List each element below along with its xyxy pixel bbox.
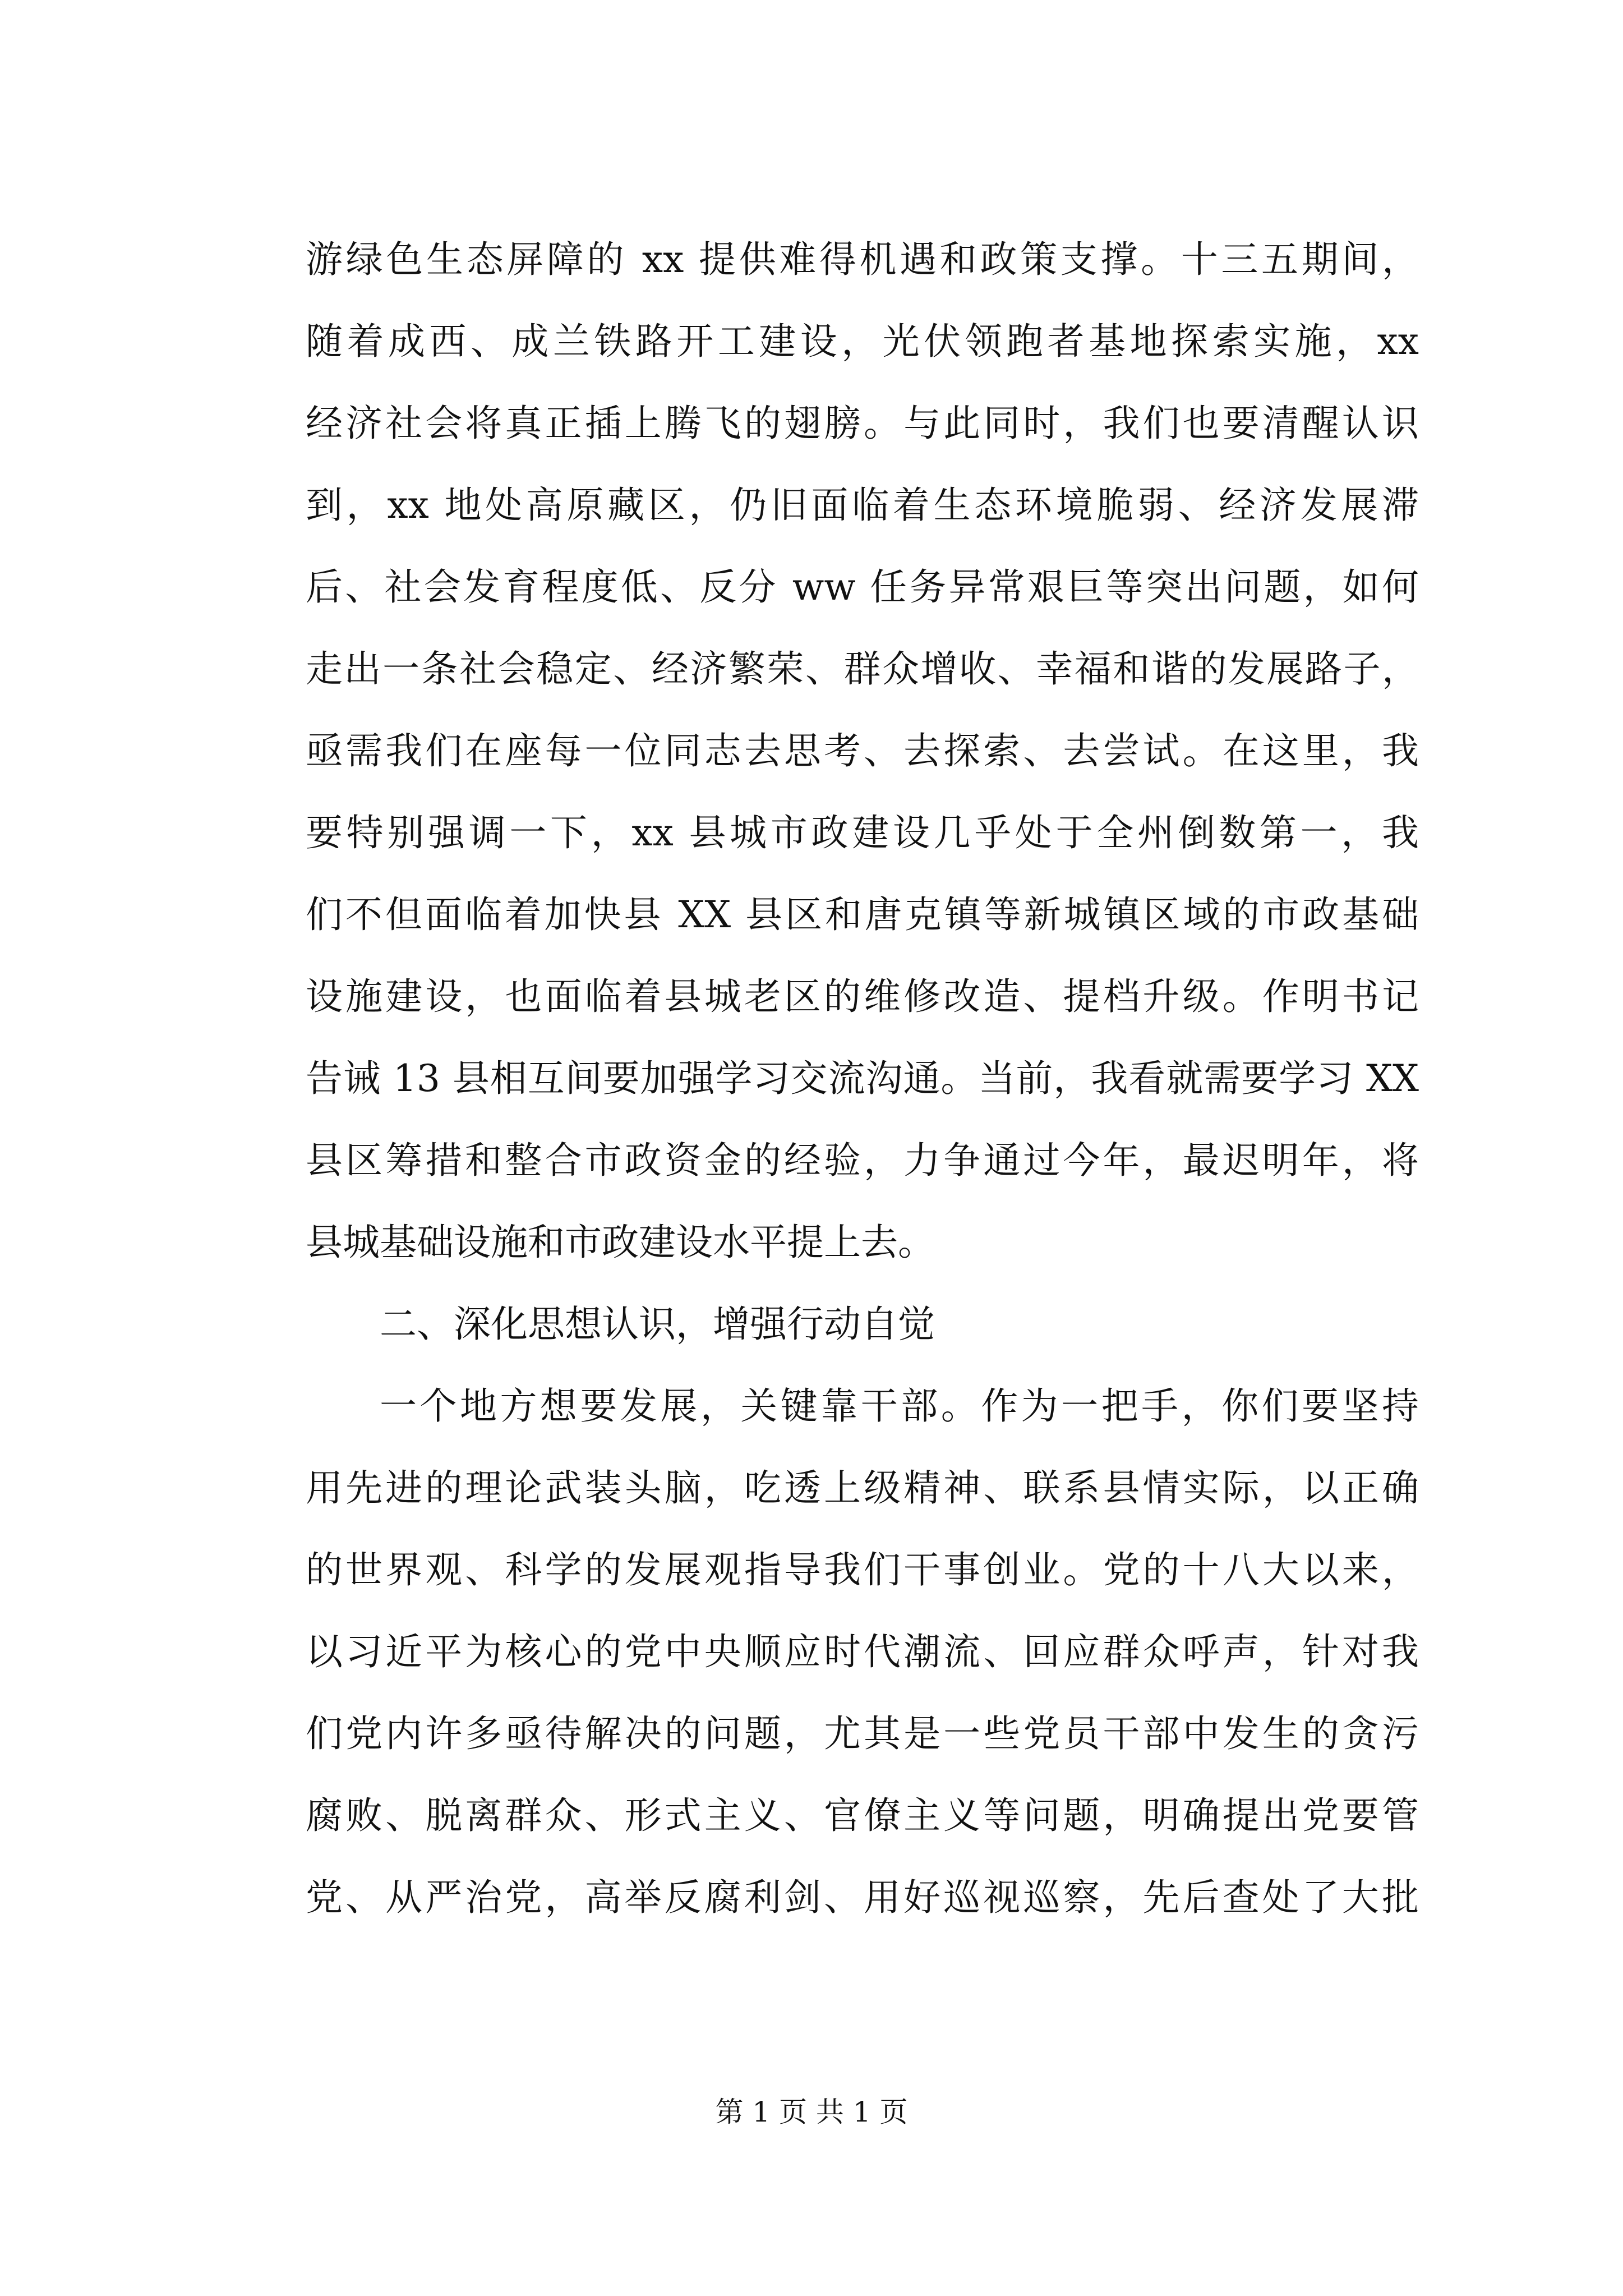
text-line: 腐败、脱离群众、形式主义、官僚主义等问题，明确提出党要管 <box>306 1794 1419 1837</box>
text-line: 县城基础设施和市政建设水平提上去。 <box>306 1221 935 1264</box>
text-line: 们党内许多亟待解决的问题，尤其是一些党员干部中发生的贪污 <box>306 1712 1419 1755</box>
text-line: 走出一条社会稳定、经济繁荣、群众增收、幸福和谐的发展路子， <box>306 647 1419 691</box>
text-line: 告诫 13 县相互间要加强学习交流沟通。当前，我看就需要学习 XX <box>306 1057 1419 1100</box>
text-line: 的世界观、科学的发展观指导我们干事创业。党的十八大以来， <box>306 1548 1419 1591</box>
section-heading: 二、深化思想认识，增强行动自觉 <box>380 1303 935 1346</box>
text-line: 县区筹措和整合市政资金的经验，力争通过今年，最迟明年，将 <box>306 1139 1419 1182</box>
text-line: 设施建设，也面临着县城老区的维修改造、提档升级。作明书记 <box>306 975 1419 1018</box>
text-line: 到，xx 地处高原藏区，仍旧面临着生态环境脆弱、经济发展滞 <box>306 484 1419 527</box>
text-line: 一个地方想要发展，关键靠干部。作为一把手，你们要坚持 <box>380 1384 1419 1428</box>
page-number-footer: 第 1 页 共 1 页 <box>715 2096 908 2128</box>
text-line: 随着成西、成兰铁路开工建设，光伏领跑者基地探索实施，xx <box>306 320 1419 363</box>
text-line: 党、从严治党，高举反腐利剑、用好巡视巡察，先后查处了大批 <box>306 1876 1419 1919</box>
text-line: 游绿色生态屏障的 xx 提供难得机遇和政策支撑。十三五期间， <box>306 238 1419 281</box>
text-line: 后、社会发育程度低、反分 ww 任务异常艰巨等突出问题，如何 <box>306 565 1419 609</box>
text-line: 亟需我们在座每一位同志去思考、去探索、去尝试。在这里，我 <box>306 729 1419 772</box>
text-line: 以习近平为核心的党中央顺应时代潮流、回应群众呼声，针对我 <box>306 1630 1419 1673</box>
text-line: 们不但面临着加快县 XX 县区和唐克镇等新城镇区域的市政基础 <box>306 893 1419 936</box>
text-line: 经济社会将真正插上腾飞的翅膀。与此同时，我们也要清醒认识 <box>306 402 1419 445</box>
body-text <box>306 219 1419 1939</box>
text-line: 用先进的理论武装头脑，吃透上级精神、联系县情实际，以正确 <box>306 1466 1419 1510</box>
text-line: 要特别强调一下，xx 县城市政建设几乎处于全州倒数第一，我 <box>306 811 1419 854</box>
